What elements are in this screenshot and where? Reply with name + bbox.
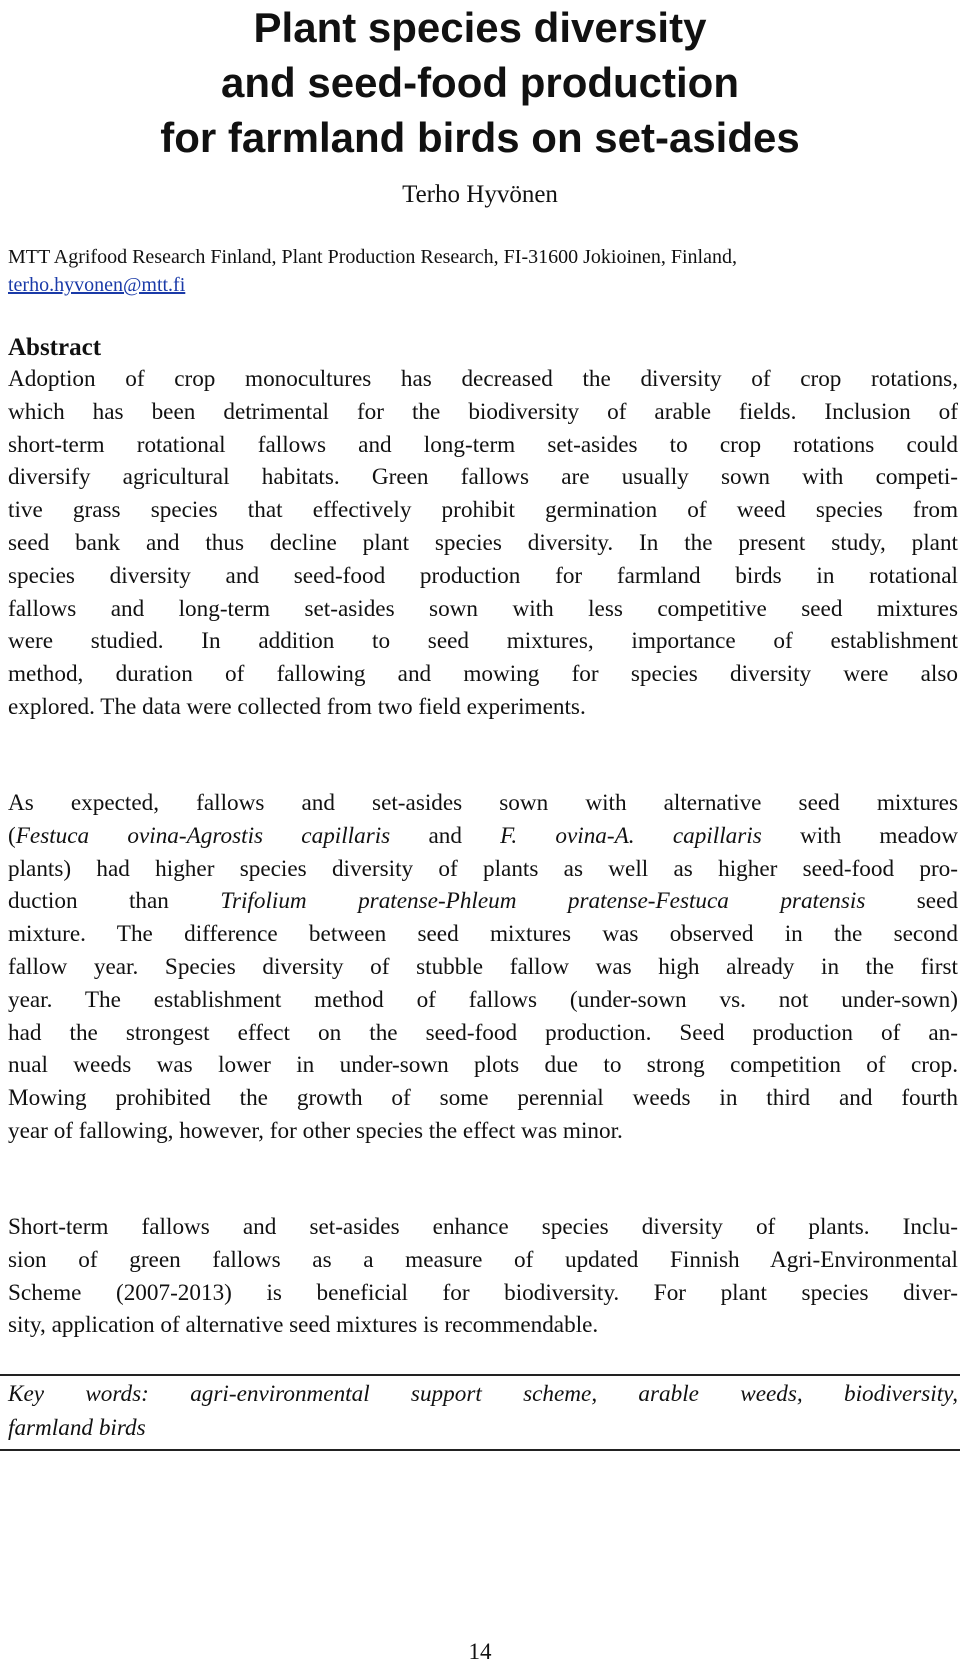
text-segment: seed [865,888,958,915]
text-line: mixture. The difference between seed mixtures was observed in the second [8,921,958,948]
author-email-link[interactable]: terho.hyvonen@mtt.fi [8,274,186,296]
text-line: diversify agricultural habitats. Green fallows are usually sown with competi- [8,464,958,491]
text-line: species diversity and seed-food production for farmland birds in rotational [8,562,958,589]
text-line: Adoption of crop monocultures has decreased the diversity of crop rotations, [8,366,958,392]
text-segment: duction than [8,888,221,915]
abstract-paragraph-2 [8,787,958,1148]
text-line: Mowing prohibited the growth of some perennial weeds in third and fourth [8,1085,958,1112]
abstract-heading: Abstract [8,334,102,361]
text-line: year of fallowing, however, for other species the effect was minor. [8,1117,623,1144]
text-line: fallows and long-term set-asides sown with less competitive seed mixtures [8,595,958,622]
paper-title [0,0,960,165]
text-line: sion of green fallows as a measure of updated Finnish Agri-Environmental [8,1246,958,1273]
title-line: Plant species diversity [253,4,707,51]
text-line: were studied. In addition to seed mixtures, importance of establishment [8,628,958,655]
keywords-line: farmland birds [8,1415,146,1441]
text-segment: ( [8,822,16,849]
text-line: method, duration of fallowing and mowing for species diversity were also [8,661,958,688]
text-line: explored. The data were collected from two field experiments. [8,693,586,720]
text-line: Scheme (2007-2013) is beneficial for biodiversity. For plant species diver- [8,1279,958,1306]
species-name: F. ovina-A. capillaris [500,822,762,849]
text-line: tive grass species that effectively prohibit germination of weed species from [8,497,958,524]
text-line: short-term rotational fallows and long-term set-asides to crop rotations could [8,431,958,458]
text-line [8,820,958,853]
keywords-line: Key words: agri-environmental support scheme, arable weeds, biodiversity, [8,1381,958,1407]
text-line: seed bank and thus decline plant species diversity. In the present study, plant [8,529,958,556]
page-number: 14 [468,1639,492,1664]
author-affiliation [8,243,948,299]
text-line: As expected, fallows and set-asides sown with alternative seed mixtures [8,790,958,816]
text-line: fallow year. Species diversity of stubble fallow was high already in the first [8,953,958,980]
keywords-bottom-rule [0,1449,960,1451]
species-name: Festuca ovina-Agrostis capillaris [15,822,391,849]
text-segment: with meadow [761,822,958,849]
title-line: for farmland birds on set-asides [160,114,800,161]
text-line: sity, application of alternative seed mixtures is recommendable. [8,1312,599,1339]
text-line [8,885,958,918]
text-line: plants) had higher species diversity of plants as well as higher seed-food pro- [8,855,958,882]
text-line: year. The establishment method of fallows (under-sown vs. not under-sown) [8,986,958,1013]
author-name: Terho Hyvönen [402,181,558,208]
text-segment: and [390,822,501,849]
text-line: had the strongest effect on the seed-food production. Seed production of an- [8,1019,958,1046]
abstract-paragraph-3 [8,1211,958,1342]
affiliation-text: MTT Agrifood Research Finland, Plant Production Research, FI-31600 Jokioinen, Finland, [8,246,737,268]
abstract-paragraph-1 [8,363,958,724]
text-line: which has been detrimental for the biodiversity of arable fields. Inclusion of [8,398,958,425]
keywords [8,1377,958,1445]
title-line: and seed-food production [221,59,739,106]
text-line: nual weeds was lower in under-sown plots due to strong competition of crop. [8,1052,958,1079]
keywords-top-rule [0,1374,960,1376]
species-name: Trifolium pratense-Phleum pratense-Festuca pratensis [220,888,866,915]
text-line: Short-term fallows and set-asides enhance species diversity of plants. Inclu- [8,1214,958,1240]
